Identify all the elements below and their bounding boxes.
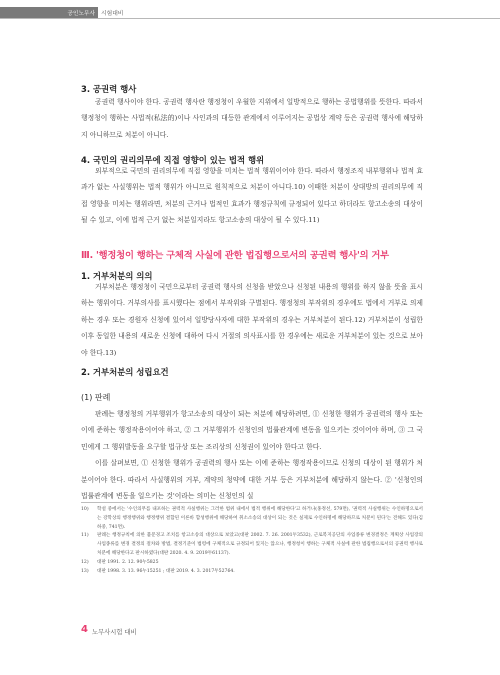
header-tab [0,7,98,18]
heading-3: 3. 공권력 행사 [81,84,137,94]
footnote [81,506,423,532]
footnote-divider [81,502,423,503]
page-number: 4 [81,624,88,635]
paragraph-precedent [81,406,423,504]
header-tab-label: 공인노무사 [67,10,95,17]
header-divider [0,18,500,19]
paragraph-4-text: 외부적으로 국민의 권리의무에 직접 영향을 미치는 법적 행위이어야 한다. 따라서 행정조직 내부행위나 법적 효과가 없는 사실행위는 법적 행위가 아니므로 원칙적으로 처분이 아니다.10) 이때한 처분이 상대방의 권리의무에 직접 영향을 미치는 행위라면, 처분의 근거나 법적인 효과가 행정규칙에 규정되어 있다고 하더라도 항고소송의 대상이 될 수 있고, 이에 법적 근거 없는 처분일지라도 항고소송의 대상이 될 수 있다.11) [81,167,423,225]
footnote [81,532,423,558]
footnotes [81,506,423,576]
footer-label: 노무사시험 대비 [92,629,137,636]
footnote [81,559,423,568]
footnote-text: 대판 1991. 2. 12. 90누5825 [97,559,159,565]
footnote-number: 11) [81,533,89,539]
footnote-text: 학설 중에서는 '수인의무를 내포하는 권력적 사실행위는 그러한 범위 내에서 법적 행위에 해당한다'고 하거나(홍정선, 579면), '권력적 사실행위는 수인하명으로서는 강학상의 행정행위와 행정행위 결합된 이른바 합성행위에 해당하여 취소소송의 대상이 되는 것은 실제로 수인하명에 해당하므로 처분이 된다'는 견해도 있다(김하중, 741면). [97,507,423,530]
paragraph-4 [81,163,423,229]
footnote-text: 대판 1998. 3. 13. 96누15251 ; 대판 2019. 4. 3. 2017두52764. [97,568,235,574]
heading-refusal-requirements: 2. 거부처분의 성립요건 [81,367,169,377]
footnote-text: 판례는 행정규칙에 의한 불문경고 조치를 항고소송의 대상으로 보았고(대판 2002. 7. 26. 2001두3532), 근로복지공단의 사업종류 변경결정은 계획상 사업장의 사업종류를 변경 결정의 절차와 방법, 결정기준이 법령에 구체적으로 규정되어 있지는 않으나, 행정청이 행하는 구체적 사실에 관한 법집행으로서의 공권력 행사로 처분에 해당한다고 판시하였다(대판 2020. 4. 9. 2019두61137). [97,533,423,556]
subheading-precedent: (1) 판례 [81,393,111,402]
footnote-number: 13) [81,568,89,574]
paragraph-precedent-text-2: 이를 살펴보면, ① 신청한 행위가 공권력의 행사 또는 이에 준하는 행정작용이므로 신청의 대상이 된 행위가 처분이어야 한다. 따라서 사실행위의 거부, 계약의 청약에 대한 거부 등은 거부처분에 해당하지 않는다. ② '신청인의 법률관계에 변동을 일으키는 것'이라는 의미는 신청인의 실 [81,459,423,501]
section-title: Ⅲ. '행정청이 행하는 구체적 사실에 관한 법집행으로서의 공권력 행사'의 거부 [81,250,389,261]
header-title: 시험대비 [101,11,124,18]
paragraph-refusal-definition [81,279,423,361]
paragraph-refusal-definition-text: 거부처분은 행정청이 국민으로부터 공권력 행사의 신청을 받았으나 신청된 내용의 행위를 하지 않을 뜻을 표시하는 행위이다. 거부의사를 표시했다는 점에서 부작위와 구별된다. 행정청의 부작위의 경우에도 법에서 거부로 의제하는 경우 또는 경원자 신청에 있어서 일방당사자에 대한 부작위의 경우는 거부처분이 된다.12) 거부처분이 성립한 이후 동일한 내용의 새로운 신청에 대하여 다시 거절의 의사표시를 한 경우에는 새로운 거부처분이 있는 것으로 보아야 한다.13) [81,283,423,357]
heading-4: 4. 국민의 권리의무에 직접 영향이 있는 법적 행위 [81,155,265,165]
footnote [81,568,423,577]
paragraph-3-text: 공권력 행사이야 한다. 공권력 행사란 행정청이 우월한 지위에서 일방적으로 행하는 공법행위를 뜻한다. 따라서 행정청이 행하는 사법적(私法的)이나 사인과의 대등한 관계에서 이루어지는 공법상 계약 등은 공권력 행사에 해당하지 아니하므로 처분이 아니다. [81,98,423,139]
paragraph-3 [81,94,423,143]
paragraph-precedent-text-1: 판례는 행정청의 거부행위가 항고소송의 대상이 되는 처분에 해당하려면, ① 신청한 행위가 공권력의 행사 또는 이에 준하는 행정작용이어야 하고, ② 그 거부행위가 신청인의 법률관계에 변동을 일으키는 것이어야 하며, ③ 그 국민에게 그 행위발동을 요구할 법규상 또는 조리상의 신청권이 있어야 한다고 한다. [81,410,423,451]
footnote-number: 12) [81,559,89,565]
footnote-number: 10) [81,507,89,512]
heading-refusal-definition: 1. 거부처분의 의의 [81,271,153,281]
